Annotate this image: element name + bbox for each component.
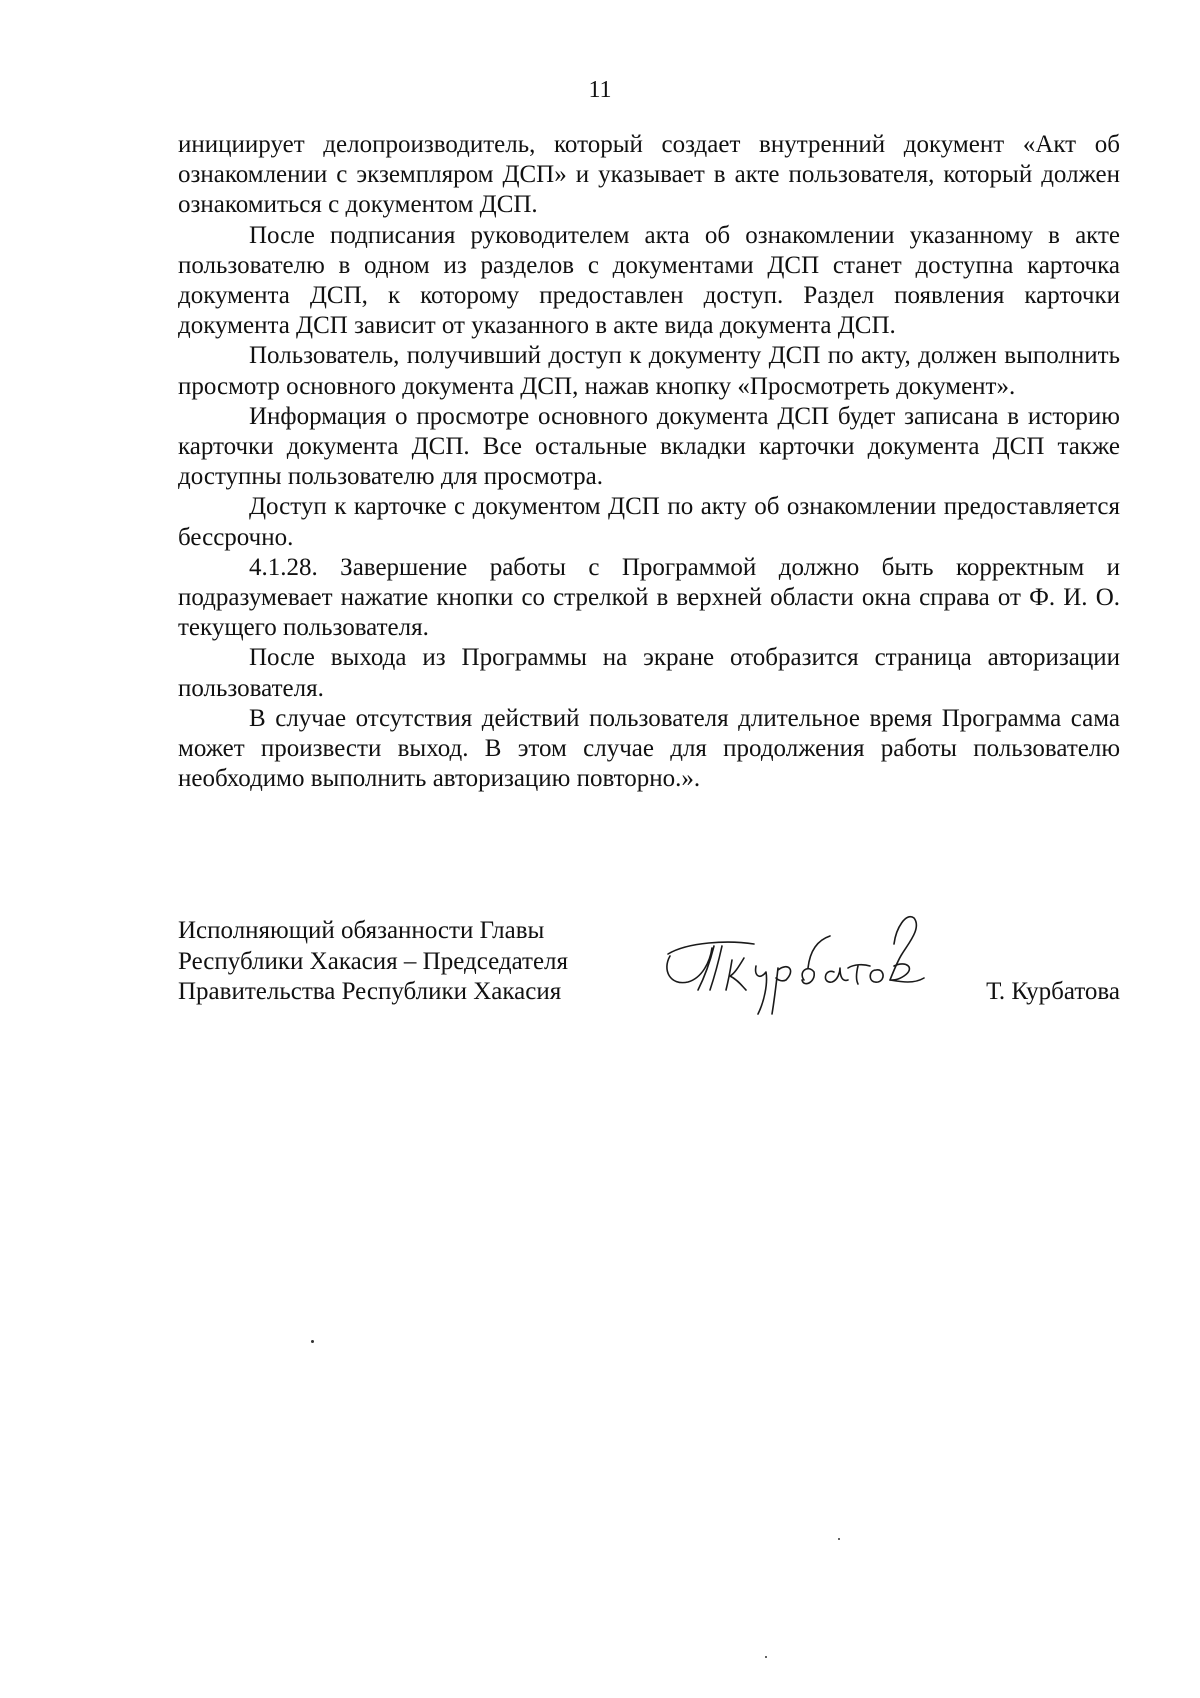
signatory-position	[178, 916, 568, 1008]
signatory-position-line-3: Правительства Республики Хакасия	[178, 978, 562, 1005]
paragraph-1: инициирует делопроизводитель, который создает внутренний документ «Акт об ознакомлении с экземпляром ДСП» и указывает в акте пользователя, который должен ознакомиться с документом ДСП.	[178, 131, 1120, 219]
scan-speck	[311, 1340, 314, 1343]
paragraph-7: После выхода из Программы на экране отобразится страница авторизации пользователя.	[178, 644, 1120, 702]
page-number: 11	[588, 77, 612, 103]
handwritten-signature	[658, 910, 928, 1020]
paragraph-3: Пользователь, получивший доступ к документу ДСП по акту, должен выполнить просмотр основного документа ДСП, нажав кнопку «Просмотреть документ».	[178, 342, 1120, 400]
paragraph-2: После подписания руководителем акта об ознакомлении указанному в акте пользователю в одном из разделов с документами ДСП станет доступна карточка документа ДСП, к которому предоставлен доступ. Раздел появления карточки документа ДСП зависит от указанного в акте вида документа ДСП.	[178, 221, 1120, 340]
signatory-position-line-1: Исполняющий обязанности Главы	[178, 917, 545, 944]
paragraph-8: В случае отсутствия действий пользователя длительное время Программа сама может произвести выход. В этом случае для продолжения работы пользователю необходимо выполнить авторизацию повторно.».	[178, 704, 1120, 793]
document-body	[178, 130, 1120, 794]
paragraph-5: Доступ к карточке с документом ДСП по акту об ознакомлении предоставляется бессрочно.	[178, 493, 1120, 551]
paragraph-6: 4.1.28. Завершение работы с Программой должно быть корректным и подразумевает нажатие кнопки со стрелкой в верхней области окна справа от Ф. И. О. текущего пользователя.	[178, 553, 1120, 642]
signatory-name: Т. Курбатова	[986, 978, 1120, 1005]
scan-speck	[838, 1538, 840, 1540]
signature-block	[178, 916, 1120, 1036]
paragraph-4: Информация о просмотре основного документа ДСП будет записана в историю карточки документа ДСП. Все остальные вкладки карточки документа ДСП также доступны пользователю для просмотра.	[178, 402, 1120, 491]
signatory-position-line-2: Республики Хакасия – Председателя	[178, 947, 569, 975]
scan-speck	[765, 1656, 767, 1658]
